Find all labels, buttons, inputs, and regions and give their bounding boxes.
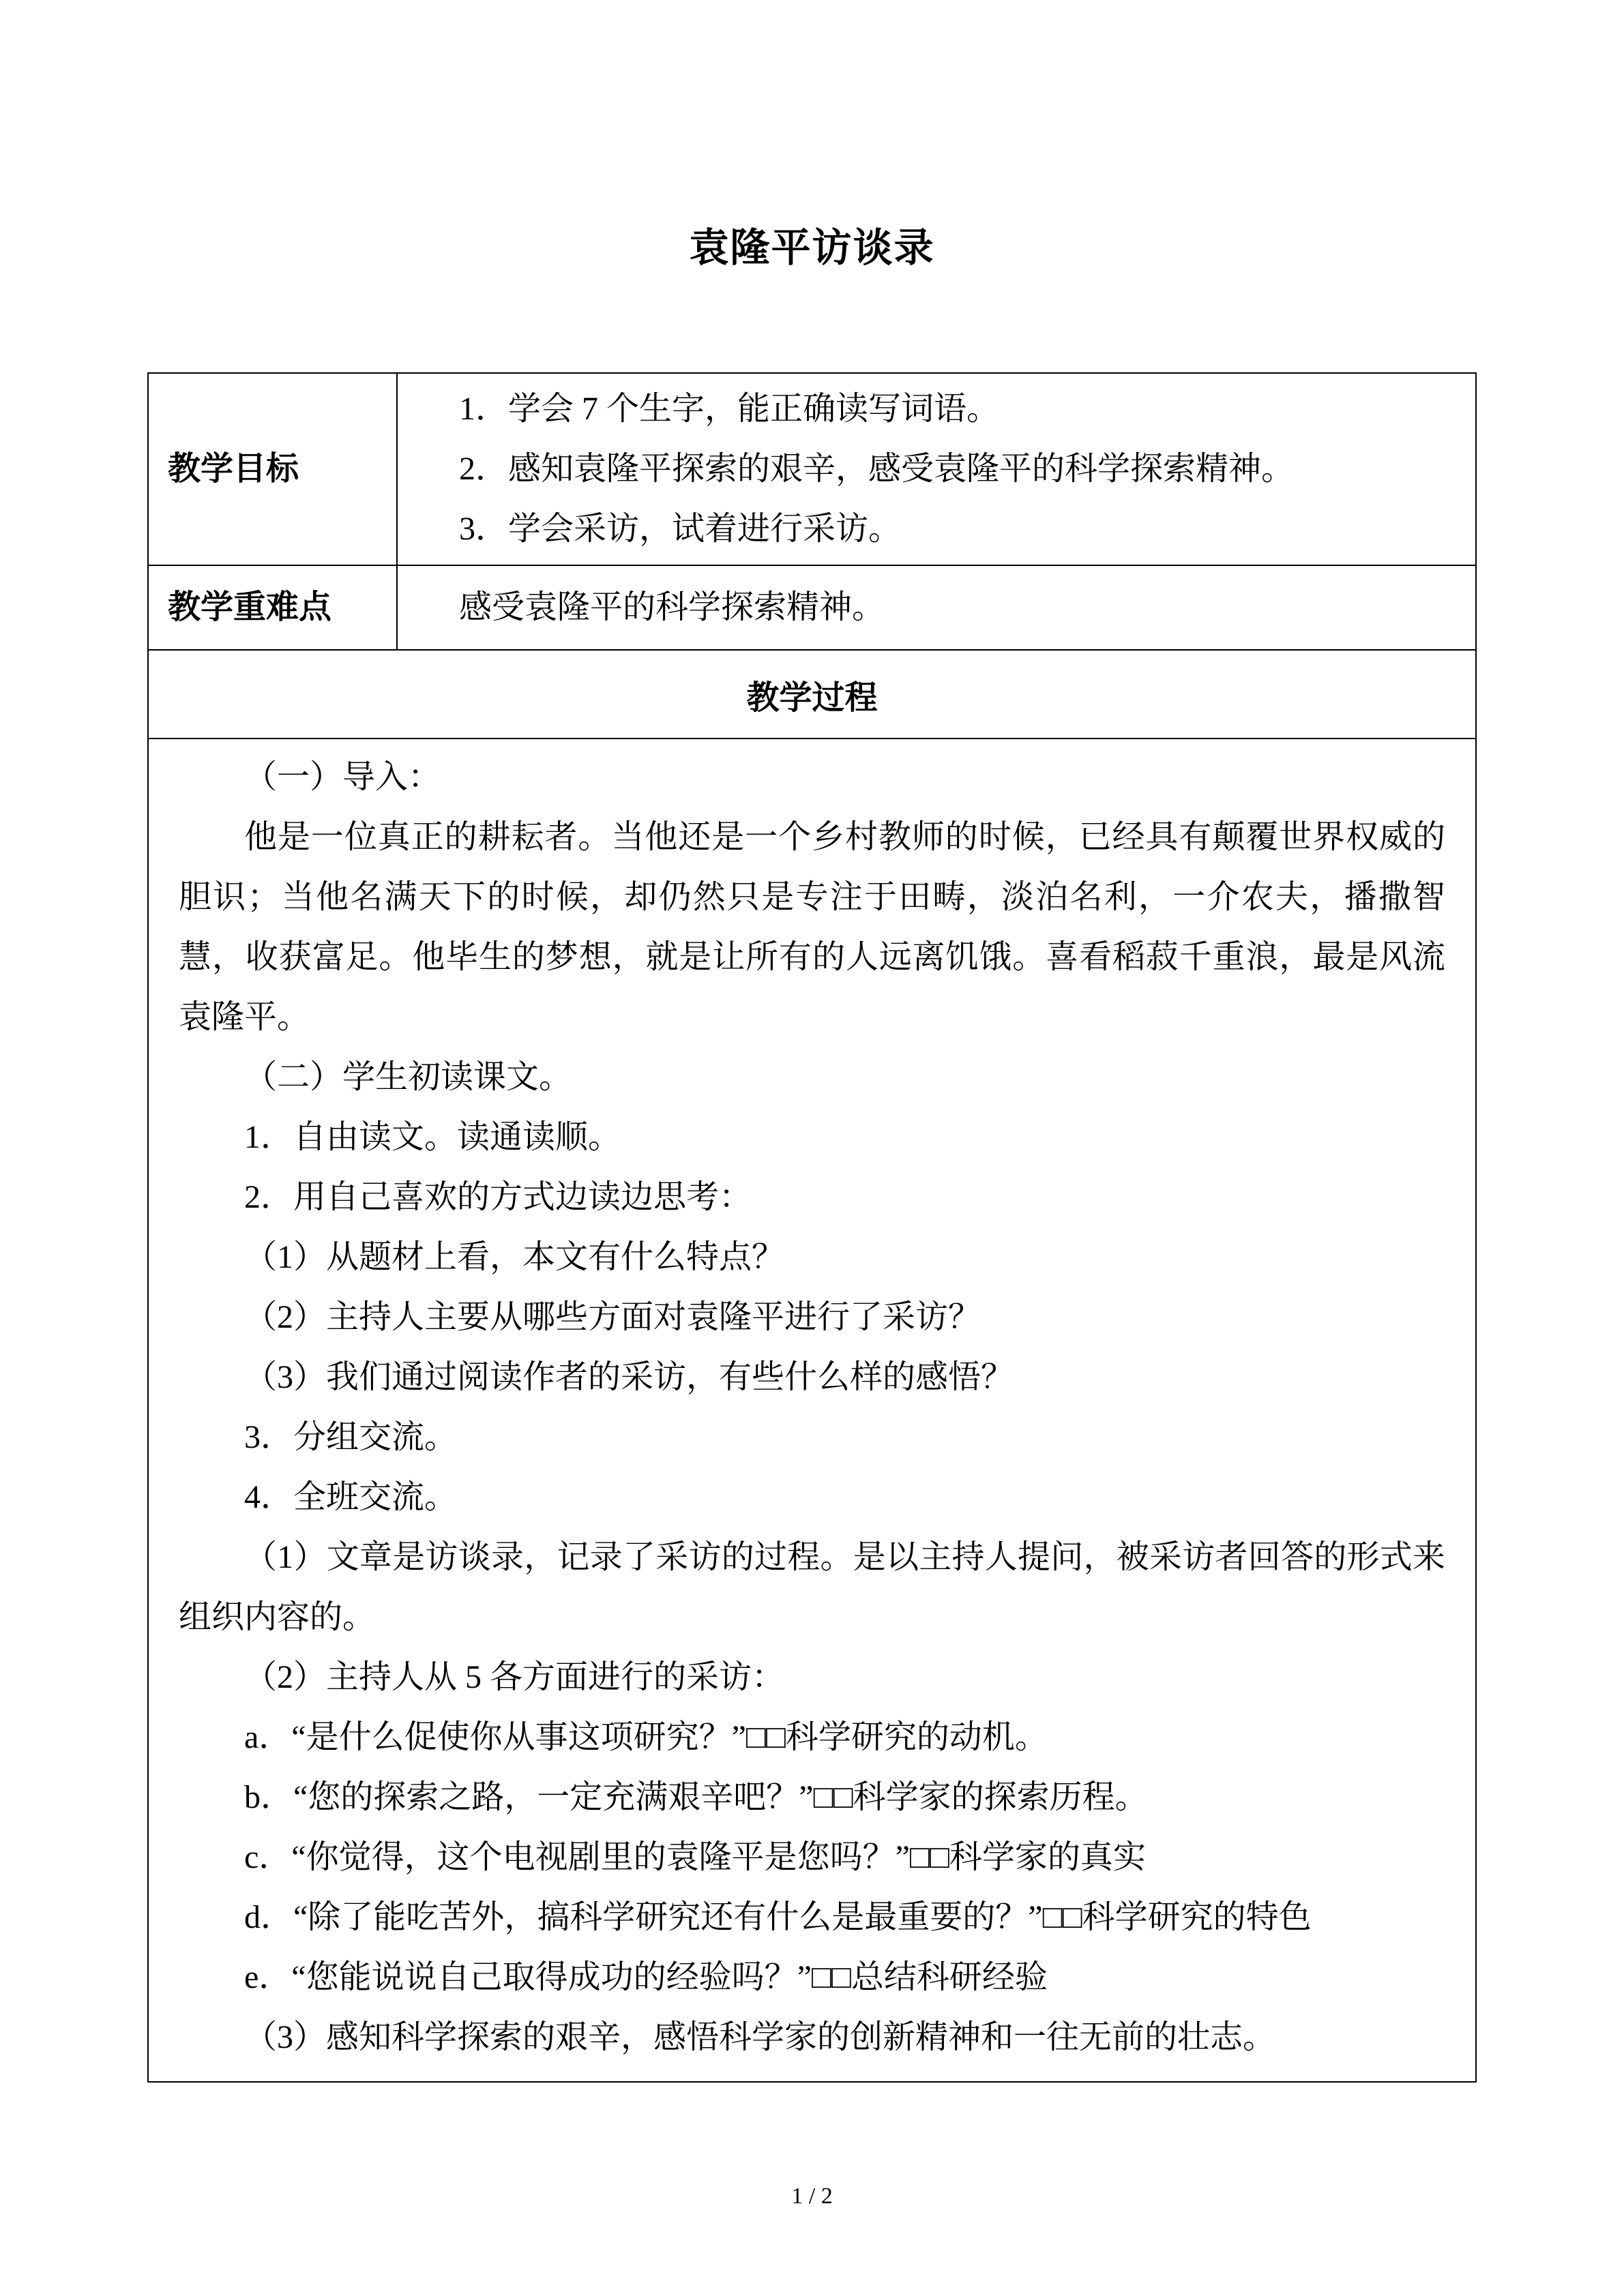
page-number: 1 / 2 — [791, 2183, 833, 2209]
process-paragraph: （2）主持人从 5 各方面进行的采访： — [244, 1659, 785, 1695]
objective-item: 1．学会 7 个生字，能正确读写词语。 — [459, 391, 1000, 427]
process-paragraph: d．“除了能吃苦外，搞科学研究还有什么是最重要的？”□□科学研究的特色 — [244, 1899, 1312, 1935]
objective-item: 2．感知袁隆平探索的艰辛，感受袁隆平的科学探索精神。 — [459, 451, 1295, 487]
process-body — [148, 739, 1476, 2082]
process-header: 教学过程 — [148, 650, 1476, 739]
key-points-label: 教学重难点 — [148, 565, 397, 650]
process-paragraph: 4．全班交流。 — [244, 1479, 458, 1515]
process-header-row — [148, 650, 1476, 739]
process-paragraph: a．“是什么促使你从事这项研究？”□□科学研究的动机。 — [244, 1719, 1048, 1755]
process-paragraph: （1）从题材上看，本文有什么特点？ — [244, 1239, 785, 1275]
process-paragraph: e．“您能说说自己取得成功的经验吗？”□□总结科研经验 — [244, 1959, 1048, 1995]
document-title: 袁隆平访谈录 — [689, 226, 935, 270]
process-paragraph: 他是一位真正的耕耘者。当他还是一个乡村教师的时候，已经具有颠覆世界权威的胆识；当他名满天下的时候，却仍然只是专注于田畴，淡泊名利，一介农夫，播撒智慧，收获富足。他毕生的梦想，就是让所有的人远离饥饿。喜看稻菽千重浪，最是风流袁隆平。 — [179, 819, 1445, 1035]
process-paragraph: （1）文章是访谈录，记录了采访的过程。是以主持人提问，被采访者回答的形式来组织内容的。 — [179, 1539, 1445, 1635]
objectives-content — [397, 373, 1476, 565]
process-paragraph: 2．用自己喜欢的方式边读边思考： — [244, 1179, 752, 1215]
process-paragraph: （二）学生初读课文。 — [244, 1059, 572, 1095]
process-paragraph: （2）主持人主要从哪些方面对袁隆平进行了采访？ — [244, 1299, 981, 1335]
objectives-label: 教学目标 — [148, 373, 397, 565]
objective-item: 3．学会采访，试着进行采访。 — [459, 511, 902, 547]
process-paragraph: （一）导入： — [244, 759, 441, 795]
process-body-row — [148, 739, 1476, 2082]
process-paragraph: c．“你觉得，这个电视剧里的袁隆平是您吗？”□□科学家的真实 — [244, 1839, 1146, 1875]
process-paragraph: （3）我们通过阅读作者的采访，有些什么样的感悟？ — [244, 1359, 1014, 1395]
process-paragraph: 3．分组交流。 — [244, 1419, 458, 1455]
process-paragraph: 1．自由读文。读通读顺。 — [244, 1119, 621, 1155]
objectives-row — [148, 373, 1476, 565]
process-paragraph: （3）感知科学探索的艰辛，感悟科学家的创新精神和一往无前的壮志。 — [244, 2019, 1276, 2055]
process-paragraph: b．“您的探索之路，一定充满艰辛吧？”□□科学家的探索历程。 — [244, 1779, 1148, 1815]
key-points-content: 感受袁隆平的科学探索精神。 — [397, 565, 1476, 650]
lesson-plan-table — [147, 372, 1477, 2083]
key-points-row — [148, 565, 1476, 650]
